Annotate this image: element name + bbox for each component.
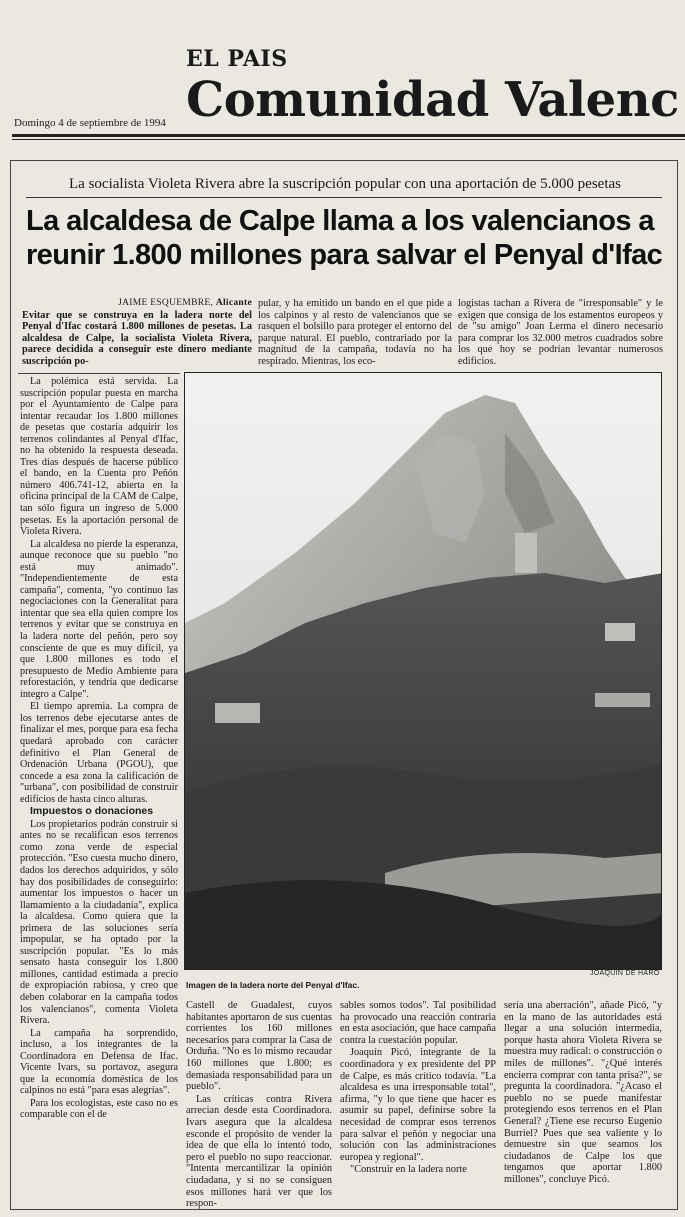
issue-date: Domingo 4 de septiembre de 1994 (14, 117, 166, 129)
article-headline (26, 204, 666, 272)
body-paragraph: La alcaldesa no pierde la esperanza, aunque reconoce que su pueblo "no está muy animado". "Independientemente de esta campaña", comenta, "yo continuo las negociaciones con la Generalitat para intentar que sea ella quien compre los terrenos y evitar que se construya en la ladera norte del peñón, pero soy consciente de que es muy difícil, ya que 1.800 millones es todo el presupuesto de Medio Ambiente para reforestación, y tendría que dedicarse íntegro a Calpe". (20, 538, 178, 700)
body-paragraph: La campaña ha sorprendido, incluso, a los integrantes de la Coordinadora en Defensa de Ifac. Vicente Ivars, su portavoz, asegura que la economía doméstica de los calpinos no está "para esas alegrías". (20, 1027, 178, 1097)
photo-caption: Imagen de la ladera norte del Penyal d'Ifac. (186, 980, 360, 990)
top-column-3 (458, 298, 663, 368)
body-paragraph: Castell de Guadalest, cuyos habitantes aportaron de sus cuentas corrientes los 160 millones necesarios para comprar la Casa de Orduña. "No es lo mismo recaudar 160 millones que 1.800; es demasiada responsabilidad para un pueblo". (186, 1000, 332, 1093)
body-paragraph: sería una aberración", añade Picó, "y en la mano de las autoridades está llegar a una solución intermedia, porque hasta ahora Violeta Rivera se muestra muy radical: o construcción o miles de millones". "¿Qué interés encierra comprar con tanta prisa?", se pregunta la coordinadora. "¿Acaso el pueblo no se puede manifestar protegiendo esos terrenos en el Plan General? ¿Tiene ese recurso Eugenio Burriel? Pues que sea valiente y lo demuestre sin que seamos los ciudadanos de Calpe los que tengamos que aportar 1.800 millones", concluye Picó. (504, 1000, 662, 1185)
body-paragraph: El tiempo apremia. La compra de los terrenos debe ejecutarse antes de finalizar el mes, porque para esa fecha quedará aprobado con carácter definitivo el Plan General de Ordenación Urbana (PGOU), que concede a esa zona la calificación de "urbana", con posibilidad de construir edificios de hasta cinco alturas. (20, 701, 178, 805)
subhead-rule (26, 197, 662, 198)
body-column-1 (20, 376, 178, 1122)
photo-credit: JOAQUIN DE HARO (590, 970, 660, 977)
body-column-3 (340, 1000, 496, 1177)
article-subhead: La socialista Violeta Rivera abre la suscripción popular con una aportación de 5.000 pesetas (69, 176, 621, 192)
body-paragraph: Para los ecologistas, este caso no es comparable con el de (20, 1097, 178, 1121)
section-heading: Impuestos o donaciones (30, 805, 154, 818)
body-paragraph: Joaquín Picó, integrante de la coordinadora y ex presidente del PP de Calpe, es más crítico todavía. "La alcaldesa es una irresponsable total", afirma, "y lo que tiene que hacer es asumir su papel, definirse sobre la necesidad de comprar esos terrenos para salvar el peñón y negociar una solución con las administraciones europea y regional". (340, 1047, 496, 1163)
masthead-rule (12, 134, 685, 137)
body-paragraph: La polémica está servida. La suscripción popular puesta en marcha por el Ayuntamiento de Calpe para intentar recaudar los 1.800 millones de pesetas que costaría adquirir los terrenos colindantes al Penyal d'Ifac, no ha obtenido la respuesta deseada. Tres días después de hacerse público el bando, en la Cuenta pro Peñón número 406.741-12, abierta en la oficina principal de la CAM de Calpe, tan sólo figura un ingreso de 5.000 pesetas. Es la aportación personal de Violeta Rivera. (20, 376, 178, 538)
lede-divider (18, 373, 180, 374)
top-column-2 (258, 298, 452, 368)
body-column-4 (504, 1000, 662, 1187)
headline-line-2: reunir 1.800 millones para salvar el Penyal d'Ifac (26, 239, 663, 271)
top-column-2-text: pular, y ha emitido un bando en el que pide a los calpinos y al resto de valencianos que se rasquen el bolsillo para proteger el entorno del parque natural. El pueblo, contrariado por la magnitud de la campaña, todavía no ha respirado. Mientras, los eco- (258, 298, 452, 367)
top-column-3-text: logistas tachan a Rivera de "irresponsable" y le exigen que consiga de los estamentos europeos y de "su amigo" Joan Lerma el dinero necesario para comprar los 32.000 metros cuadrados sobre los que hoy se podrían levantar numerosos edificios. (458, 298, 663, 367)
rock-landscape-image (185, 373, 662, 970)
body-paragraph: Los propietarios podrán construir si antes no se recalifican esos terrenos como zona verde de especial protección. "Eso cuesta mucho dinero, dados los derechos adquiridos, y sólo hay dos posibilidades de conseguirlo: aumentar los impuestos o hacer un llamamiento a la ciudadanía", explica la alcaldesa. Como quiera que la primera de las soluciones sería impopular, se ha optado por la suscripción popular. "Es lo más sensato hasta conseguir los 1.800 millones, cantidad estimada a precio de expropiación rabiosa, y creo que deben colaborar en la campaña todos los valencianos", comenta Violeta Rivera. (20, 818, 178, 1027)
penyal-photo (184, 372, 662, 970)
lede-column (22, 298, 252, 368)
body-paragraph: "Construir en la ladera norte (350, 1164, 467, 1176)
headline-line-1: La alcaldesa de Calpe llama a los valencianos a (26, 205, 654, 237)
masthead-section: Comunidad Valenc (186, 72, 679, 128)
body-column-2 (186, 1000, 332, 1211)
body-paragraph: Las críticas contra Rivera arrecian desde esta Coordinadora. Ivars asegura que la alcaldesa esconde el propósito de vender la idea de que ella lo intentó todo, pero el pueblo no supo reaccionar. "Intenta mercantilizar la opinión ciudadana, y si no se consiguen esos millones hará ver que los respon- (186, 1093, 332, 1210)
byline-place: Alicante (215, 298, 252, 308)
masthead-brand: EL PAIS (186, 46, 288, 72)
lede-text: Evitar que se construya en la ladera norte del Penyal d'Ifac costará 1.800 millones de pesetas. La alcaldesa de Calpe, la socialista Violeta Rivera, parece decidida a conseguir este dinero mediante suscripción po- (22, 309, 252, 367)
body-paragraph: sables somos todos". Tal posibilidad ha provocado una reacción contraria en esta asociación, que hace campaña contra la cuestación popular. (340, 1000, 496, 1046)
masthead-rule-thin (12, 139, 685, 140)
byline (22, 298, 252, 310)
byline-author: JAIME ESQUEMBRE, (118, 298, 214, 308)
